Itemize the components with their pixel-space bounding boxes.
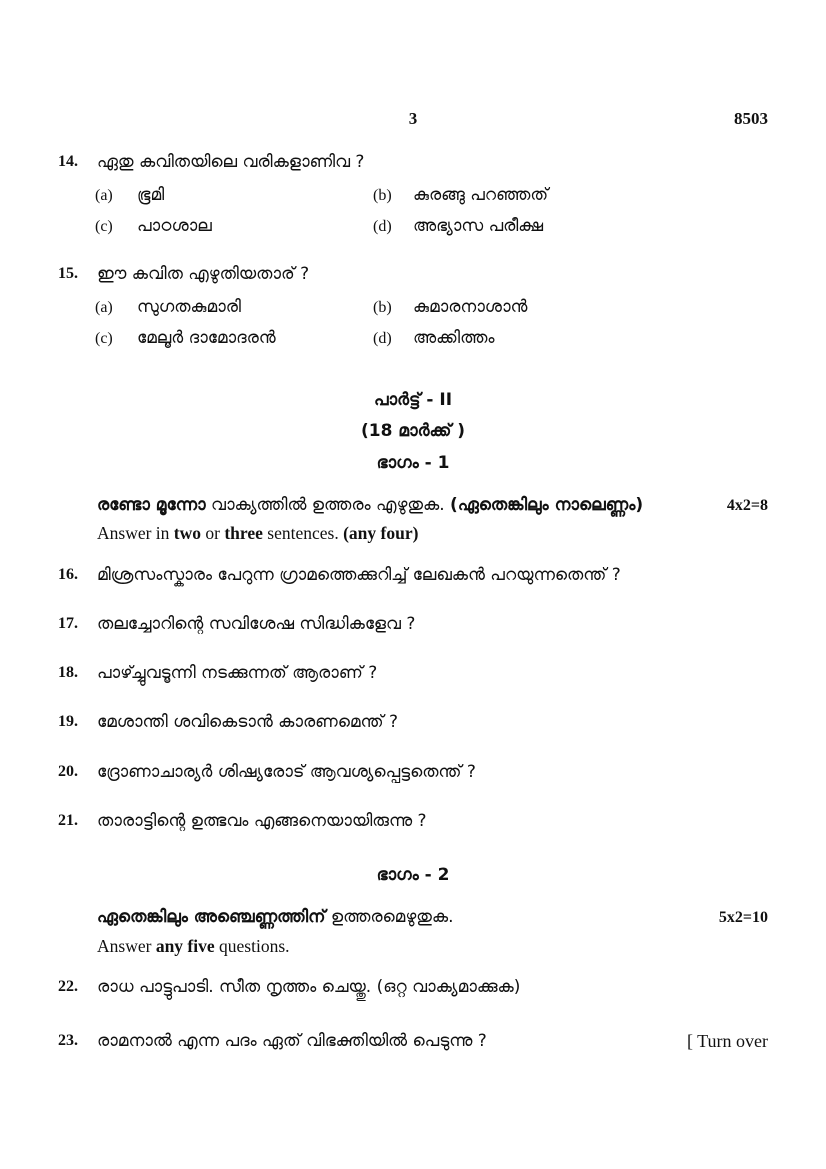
option-label-d: (d) — [373, 217, 392, 235]
instruction-regular: Answer in — [97, 523, 170, 544]
option-label-a: (a) — [95, 187, 113, 205]
question-text: തലച്ചോറിന്റെ സവിശേഷ സിദ്ധികളേവ ? — [97, 614, 416, 635]
question-text: രാധ പാട്ടുപാടി. സീത നൃത്തം ചെയ്തു. (ഒറ്റ വാക്യമാക്കുക) — [97, 977, 521, 998]
instruction-bold: (ഏതെങ്കിലും നാലെണ്ണം) — [450, 494, 644, 515]
question-15-row — [58, 263, 768, 285]
question-14-row — [58, 151, 768, 173]
question-number: 23. — [58, 1031, 78, 1049]
turn-over-note: [ Turn over — [686, 1031, 768, 1051]
question-14-options — [95, 184, 768, 238]
instruction-regular: sentences. — [267, 523, 339, 544]
part-marks: (18 മാർക്ക് ) — [360, 421, 466, 442]
option-label-c: (c) — [95, 217, 113, 235]
instruction-regular: or — [205, 523, 220, 544]
question-text: പാഴ്ച്ചുവടൂന്നി നടക്കുന്നത് ആരാണ് ? — [97, 663, 378, 684]
question-number: 22. — [58, 978, 78, 996]
question-number: 17. — [58, 615, 78, 633]
question-14 — [58, 151, 768, 238]
section-2-marks: 5x2=10 — [718, 908, 768, 926]
option-text-d: അഭ്യാസ പരീക്ഷ — [413, 215, 544, 236]
section-2-instruction-row — [97, 906, 768, 929]
question-number: 15. — [58, 264, 78, 282]
instruction-regular: questions. — [219, 935, 290, 956]
question-text: ഏതു കവിതയിലെ വരികളാണിവ ? — [97, 152, 365, 172]
section-1-instruction-ml — [97, 494, 643, 516]
option-text-d: അക്കിത്തം — [413, 327, 495, 348]
question-number: 19. — [58, 713, 78, 731]
page-number: 3 — [408, 109, 418, 128]
instruction-bold: രണ്ടോ മൂന്നോ — [97, 494, 206, 515]
question-15-options — [95, 296, 768, 350]
option-text-a: സുഗതകുമാരി — [137, 296, 241, 317]
question-number: 14. — [58, 153, 78, 170]
question-20 — [58, 761, 768, 783]
question-21 — [58, 810, 768, 832]
option-label-c: (c) — [95, 329, 113, 347]
instruction-bold: any five — [155, 935, 215, 956]
question-15 — [58, 263, 768, 350]
option-label-a: (a) — [95, 298, 113, 316]
instruction-bold: (any four) — [343, 523, 419, 544]
section-2-title: ഭാഗം - 2 — [376, 864, 450, 885]
question-text: താരാട്ടിന്റെ ഉത്ഭവം എങ്ങനെയായിരുന്നു ? — [97, 810, 427, 831]
section-1-instruction-en — [97, 522, 768, 545]
question-number: 18. — [58, 664, 78, 682]
part-title: പാർട്ട് - II — [373, 390, 453, 411]
question-text: മേശാന്തി ശവികെടാൻ കാരണമെന്ത് ? — [97, 712, 399, 733]
option-label-b: (b) — [373, 298, 392, 316]
question-text: രാമനാൽ എന്ന പദം ഏത് വിഭക്തിയിൽ പെടുന്നു ? — [97, 1030, 487, 1051]
question-number: 21. — [58, 811, 78, 829]
question-17 — [58, 613, 768, 635]
question-text: ഈ കവിത എഴുതിയതാര് ? — [97, 263, 310, 284]
question-number: 20. — [58, 762, 78, 780]
section-1-title: ഭാഗം - 1 — [376, 452, 450, 473]
question-22 — [58, 976, 768, 998]
option-text-b: കുമാരനാശാൻ — [413, 296, 528, 317]
paper-code: 8503 — [734, 109, 768, 128]
option-text-b: കുരങ്ങു പറഞ്ഞത് — [413, 185, 549, 206]
question-23 — [58, 1030, 768, 1052]
instruction-bold: three — [224, 523, 263, 544]
question-text: ദ്രോണാചാര്യർ ശിഷ്യരോട് ആവശ്യപ്പെട്ടതെന്ത് ? — [97, 761, 476, 782]
option-text-c: പാഠശാല — [137, 215, 212, 236]
option-label-d: (d) — [373, 329, 392, 347]
page-header — [58, 108, 768, 130]
instruction-regular: Answer — [97, 935, 152, 956]
instruction-bold: two — [173, 523, 202, 544]
question-text: മിശ്രസംസ്കാരം പേറുന്ന ഗ്രാമത്തെക്കുറിച്ച് ലേഖകൻ പറയുന്നതെന്ത് ? — [97, 565, 621, 586]
section-2-instruction-en — [97, 935, 768, 958]
option-label-b: (b) — [373, 187, 392, 205]
question-19 — [58, 711, 768, 733]
question-18 — [58, 662, 768, 684]
question-number: 16. — [58, 566, 78, 584]
question-16 — [58, 564, 768, 586]
section-1-marks: 4x2=8 — [726, 496, 768, 514]
instruction-regular: വാക്യത്തിൽ ഉത്തരം എഴുതുക. — [211, 494, 445, 515]
instruction-regular: ഉത്തരമെഴുതുക. — [330, 906, 454, 927]
option-text-a: ഭൂമി — [137, 185, 165, 206]
option-text-c: മേലൂർ ദാമോദരൻ — [137, 327, 276, 348]
section-2-instruction-ml — [97, 906, 454, 928]
instruction-bold: ഏതെങ്കിലും അഞ്ചെണ്ണത്തിന് — [97, 906, 326, 927]
section-1-instruction-row — [97, 494, 768, 517]
